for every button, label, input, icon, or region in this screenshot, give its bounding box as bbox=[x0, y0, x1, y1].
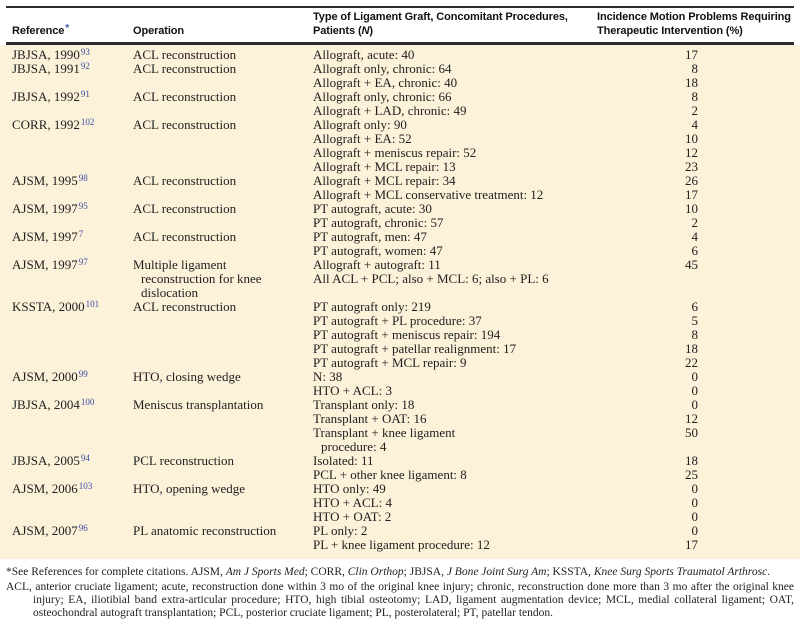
graft-text: Transplant + OAT: 16 bbox=[313, 410, 427, 426]
operation-line: Multiple ligament bbox=[133, 256, 227, 272]
citation-superscript: 92 bbox=[80, 60, 90, 71]
graft-entry bbox=[307, 90, 794, 104]
entries-cell bbox=[307, 118, 794, 174]
reference-cell bbox=[6, 370, 127, 398]
incidence-value: 12 bbox=[685, 410, 698, 426]
graft-entry bbox=[307, 272, 794, 286]
incidence-value: 0 bbox=[691, 494, 698, 510]
operation-line: ACL reconstruction bbox=[133, 116, 237, 132]
incidence-value: 10 bbox=[685, 200, 698, 216]
citation-superscript: 96 bbox=[78, 522, 88, 533]
patients-n-italic: N bbox=[361, 24, 370, 37]
graft-text: PT autograft + MCL repair: 9 bbox=[313, 354, 467, 370]
table-body bbox=[0, 45, 800, 559]
operation-cell bbox=[127, 174, 307, 202]
graft-text: Allograft + LAD, chronic: 49 bbox=[313, 102, 467, 118]
graft-text: PT autograft + PL procedure: 37 bbox=[313, 312, 482, 328]
graft-entry bbox=[307, 538, 794, 552]
incidence-value: 6 bbox=[691, 298, 698, 314]
reference-cell bbox=[6, 48, 127, 62]
operation-line: PCL reconstruction bbox=[133, 452, 234, 468]
graft-text: Allograft, acute: 40 bbox=[313, 46, 415, 62]
operation-cell bbox=[127, 482, 307, 524]
incidence-value: 8 bbox=[691, 60, 698, 76]
graft-entry bbox=[307, 48, 794, 62]
incidence-value: 4 bbox=[691, 116, 698, 132]
graft-entry bbox=[307, 62, 794, 76]
graft-entry bbox=[307, 482, 794, 496]
reference-cell bbox=[6, 454, 127, 482]
graft-text: PT autograft, men: 47 bbox=[313, 228, 427, 244]
operation-cell bbox=[127, 62, 307, 90]
operation-line: ACL reconstruction bbox=[133, 172, 237, 188]
operation-cell bbox=[127, 370, 307, 398]
footnote-citations bbox=[6, 566, 794, 579]
graft-entry bbox=[307, 440, 794, 454]
graft-text: PT autograft, women: 47 bbox=[313, 242, 443, 258]
entries-cell bbox=[307, 370, 794, 398]
graft-text: N: 38 bbox=[313, 368, 343, 384]
graft-entry bbox=[307, 524, 794, 538]
incidence-header-line2: Therapeutic Intervention (%) bbox=[597, 24, 743, 37]
table-row bbox=[0, 48, 800, 62]
graft-text: PT autograft, acute: 30 bbox=[313, 200, 432, 216]
table-header-row bbox=[0, 8, 800, 42]
entries-cell bbox=[307, 482, 794, 524]
graft-entry bbox=[307, 216, 794, 230]
incidence-value: 17 bbox=[685, 186, 698, 202]
citation-superscript: 103 bbox=[78, 480, 93, 491]
graft-text: Allograft + EA, chronic: 40 bbox=[313, 74, 458, 90]
citation-superscript: 98 bbox=[78, 172, 88, 183]
graft-entry bbox=[307, 384, 794, 398]
reference-cell bbox=[6, 202, 127, 230]
graft-entry bbox=[307, 496, 794, 510]
incidence-value: 17 bbox=[685, 536, 698, 552]
citation-superscript: 95 bbox=[78, 200, 88, 211]
graft-text: procedure: 4 bbox=[321, 438, 387, 454]
graft-text: Allograft + meniscus repair: 52 bbox=[313, 144, 477, 160]
footnote-abbreviations: ACL, anterior cruciate ligament; acute, reconstruction done within 3 mo of the original knee injury; chronic, reconstruction done more than 3 mo after the original knee injury; EA, iliotibial band extra-articular procedure; HTO, high tibial osteotomy; LAD, ligament augmentation device; MCL, medial collateral ligament; OAT, osteochondral autograft transplantation; PCL, posterior cruciate ligament; PL, posterolateral; PT, patellar tendon. bbox=[6, 580, 794, 620]
incidence-value: 0 bbox=[691, 522, 698, 538]
incidence-value: 5 bbox=[691, 312, 698, 328]
table-row bbox=[0, 118, 800, 174]
graft-text: Allograft + MCL repair: 34 bbox=[313, 172, 456, 188]
incidence-value: 2 bbox=[691, 214, 698, 230]
entries-cell bbox=[307, 174, 794, 202]
operation-cell bbox=[127, 300, 307, 370]
graft-entry bbox=[307, 510, 794, 524]
reference-footnote-marker: * bbox=[65, 22, 70, 34]
citation-superscript: 101 bbox=[85, 298, 100, 309]
graft-text: PT autograft + patellar realignment: 17 bbox=[313, 340, 517, 356]
reference-text: CORR, 1992 bbox=[12, 116, 80, 132]
column-header-operation: Operation bbox=[133, 24, 185, 37]
reference-cell bbox=[6, 118, 127, 174]
reference-cell bbox=[6, 482, 127, 524]
reference-text: JBJSA, 1990 bbox=[12, 46, 80, 62]
citation-superscript: 91 bbox=[80, 88, 90, 99]
incidence-value: 4 bbox=[691, 228, 698, 244]
entries-cell bbox=[307, 258, 794, 300]
graft-entry bbox=[307, 454, 794, 468]
graft-entry bbox=[307, 146, 794, 160]
column-header-incidence bbox=[591, 11, 794, 38]
footnote-text-segment: ; KSSTA, bbox=[546, 565, 594, 578]
reference-cell bbox=[6, 300, 127, 370]
incidence-value: 12 bbox=[685, 144, 698, 160]
graft-entry bbox=[307, 76, 794, 90]
operation-line: PL anatomic reconstruction bbox=[133, 522, 277, 538]
incidence-value: 0 bbox=[691, 480, 698, 496]
reference-text: AJSM, 1997 bbox=[12, 200, 78, 216]
operation-cell bbox=[127, 118, 307, 174]
table-row bbox=[0, 90, 800, 118]
graft-text: PT autograft only: 219 bbox=[313, 298, 431, 314]
reference-text: AJSM, 1995 bbox=[12, 172, 78, 188]
graft-text: PT autograft + meniscus repair: 194 bbox=[313, 326, 501, 342]
entries-cell bbox=[307, 398, 794, 454]
column-header-graft bbox=[307, 11, 591, 38]
table-row bbox=[0, 482, 800, 524]
entries-cell bbox=[307, 90, 794, 118]
patients-label: Patients ( bbox=[313, 24, 362, 37]
graft-text: PL only: 2 bbox=[313, 522, 368, 538]
graft-text: Allograft + MCL conservative treatment: 12 bbox=[313, 186, 544, 202]
footnote-text-segment: *See References for complete citations. AJSM, bbox=[6, 565, 226, 578]
entries-cell bbox=[307, 202, 794, 230]
graft-text: Transplant + knee ligament bbox=[313, 424, 456, 440]
table-row bbox=[0, 202, 800, 230]
reference-text: AJSM, 1997 bbox=[12, 256, 78, 272]
graft-text: HTO only: 49 bbox=[313, 480, 386, 496]
incidence-value: 26 bbox=[685, 172, 698, 188]
table-row bbox=[0, 258, 800, 300]
reference-cell bbox=[6, 258, 127, 300]
graft-entry bbox=[307, 104, 794, 118]
table-row bbox=[0, 230, 800, 258]
graft-entry bbox=[307, 342, 794, 356]
operation-cell bbox=[127, 398, 307, 454]
reference-text: JBJSA, 2005 bbox=[12, 452, 80, 468]
incidence-value: 22 bbox=[685, 354, 698, 370]
incidence-value: 50 bbox=[685, 424, 698, 440]
graft-header-line1: Type of Ligament Graft, Concomitant Procedures, bbox=[313, 11, 568, 23]
table-row bbox=[0, 62, 800, 90]
graft-entry bbox=[307, 426, 794, 440]
column-header-reference bbox=[6, 22, 127, 39]
operation-line: ACL reconstruction bbox=[133, 200, 237, 216]
graft-entry bbox=[307, 244, 794, 258]
incidence-value: 10 bbox=[685, 130, 698, 146]
table-row bbox=[0, 398, 800, 454]
incidence-value: 0 bbox=[691, 396, 698, 412]
reference-cell bbox=[6, 230, 127, 258]
graft-text: All ACL + PCL; also + MCL: 6; also + PL: 6 bbox=[313, 270, 549, 286]
reference-cell bbox=[6, 62, 127, 90]
operation-cell bbox=[127, 90, 307, 118]
table-row bbox=[0, 370, 800, 398]
graft-entry bbox=[307, 132, 794, 146]
journal-abbreviation-italic: J Bone Joint Surg Am bbox=[446, 565, 547, 578]
graft-text: Allograft + EA: 52 bbox=[313, 130, 412, 146]
graft-text: PCL + other knee ligament: 8 bbox=[313, 466, 467, 482]
reference-cell bbox=[6, 174, 127, 202]
table-row bbox=[0, 454, 800, 482]
citation-superscript: 97 bbox=[78, 256, 88, 267]
reference-text: AJSM, 2007 bbox=[12, 522, 78, 538]
graft-entry bbox=[307, 356, 794, 370]
graft-text: Allograft only, chronic: 66 bbox=[313, 88, 452, 104]
reference-text: AJSM, 1997 bbox=[12, 228, 78, 244]
reference-text: JBJSA, 2004 bbox=[12, 396, 80, 412]
patients-close-paren: ) bbox=[369, 24, 373, 37]
entries-cell bbox=[307, 454, 794, 482]
graft-entry bbox=[307, 370, 794, 384]
graft-text: PT autograft, chronic: 57 bbox=[313, 214, 444, 230]
graft-text: Allograft + autograft: 11 bbox=[313, 256, 441, 272]
incidence-value: 18 bbox=[685, 452, 698, 468]
graft-entry bbox=[307, 398, 794, 412]
operation-line: ACL reconstruction bbox=[133, 46, 237, 62]
reference-text: KSSTA, 2000 bbox=[12, 298, 85, 314]
reference-header-label: Reference bbox=[12, 24, 65, 37]
operation-line: ACL reconstruction bbox=[133, 298, 237, 314]
incidence-value: 6 bbox=[691, 242, 698, 258]
reference-cell bbox=[6, 90, 127, 118]
citation-superscript: 93 bbox=[80, 46, 90, 57]
incidence-value: 23 bbox=[685, 158, 698, 174]
footnote-text-segment: ; CORR, bbox=[304, 565, 348, 578]
incidence-value: 17 bbox=[685, 46, 698, 62]
entries-cell bbox=[307, 230, 794, 258]
graft-entry bbox=[307, 328, 794, 342]
graft-entry bbox=[307, 160, 794, 174]
entries-cell bbox=[307, 524, 794, 552]
incidence-value: 0 bbox=[691, 382, 698, 398]
journal-abbreviation-italic: Clin Orthop bbox=[347, 565, 404, 578]
graft-text: HTO + OAT: 2 bbox=[313, 508, 392, 524]
table-footnotes bbox=[0, 559, 800, 621]
incidence-value: 0 bbox=[691, 508, 698, 524]
graft-entry bbox=[307, 314, 794, 328]
incidence-value: 25 bbox=[685, 466, 698, 482]
operation-cell bbox=[127, 202, 307, 230]
operation-line: HTO, closing wedge bbox=[133, 368, 241, 384]
graft-text: Allograft + MCL repair: 13 bbox=[313, 158, 456, 174]
citation-superscript: 99 bbox=[78, 368, 88, 379]
table-row bbox=[0, 524, 800, 552]
incidence-value: 45 bbox=[685, 256, 698, 272]
citation-superscript: 94 bbox=[80, 452, 90, 463]
operation-line: HTO, opening wedge bbox=[133, 480, 246, 496]
graft-text: Transplant only: 18 bbox=[313, 396, 415, 412]
graft-header-line2 bbox=[313, 25, 591, 39]
operation-cell bbox=[127, 524, 307, 552]
incidence-value: 8 bbox=[691, 88, 698, 104]
citation-superscript: 100 bbox=[80, 396, 95, 407]
graft-text: HTO + ACL: 4 bbox=[313, 494, 392, 510]
operation-line: Meniscus transplantation bbox=[133, 396, 264, 412]
operation-line: ACL reconstruction bbox=[133, 60, 237, 76]
citation-superscript: 102 bbox=[80, 116, 95, 127]
reference-cell bbox=[6, 398, 127, 454]
graft-entry bbox=[307, 230, 794, 244]
journal-abbreviation-italic: Am J Sports Med bbox=[225, 565, 305, 578]
reference-text: JBJSA, 1992 bbox=[12, 88, 80, 104]
incidence-header-line1: Incidence Motion Problems Requiring bbox=[597, 11, 791, 23]
reference-text: AJSM, 2006 bbox=[12, 480, 78, 496]
operation-cell bbox=[127, 48, 307, 62]
incidence-value: 2 bbox=[691, 102, 698, 118]
graft-entry bbox=[307, 188, 794, 202]
incidence-value: 18 bbox=[685, 340, 698, 356]
operation-line: dislocation bbox=[141, 284, 199, 300]
incidence-value bbox=[591, 272, 698, 286]
footnote-text-segment: . bbox=[767, 565, 771, 578]
graft-entry bbox=[307, 468, 794, 482]
operation-cell bbox=[127, 454, 307, 482]
table-row bbox=[0, 300, 800, 370]
journal-abbreviation-italic: Knee Surg Sports Traumatol Arthrosc bbox=[593, 565, 768, 578]
graft-entry bbox=[307, 202, 794, 216]
graft-text: Isolated: 11 bbox=[313, 452, 374, 468]
graft-text: Allograft only: 90 bbox=[313, 116, 407, 132]
footnote-text-segment: ; JBJSA, bbox=[403, 565, 447, 578]
entries-cell bbox=[307, 300, 794, 370]
graft-entry bbox=[307, 118, 794, 132]
operation-line: ACL reconstruction bbox=[133, 88, 237, 104]
operation-cell bbox=[127, 230, 307, 258]
incidence-value: 8 bbox=[691, 326, 698, 342]
table-row bbox=[0, 174, 800, 202]
graft-entry bbox=[307, 258, 794, 272]
operation-line: ACL reconstruction bbox=[133, 228, 237, 244]
graft-entry bbox=[307, 174, 794, 188]
entries-cell bbox=[307, 48, 794, 62]
incidence-value: 0 bbox=[691, 368, 698, 384]
reference-text: JBJSA, 1991 bbox=[12, 60, 80, 76]
incidence-value bbox=[591, 440, 698, 454]
graft-text: Allograft only, chronic: 64 bbox=[313, 60, 452, 76]
reference-cell bbox=[6, 524, 127, 552]
reference-text: AJSM, 2000 bbox=[12, 368, 78, 384]
entries-cell bbox=[307, 62, 794, 90]
graft-text: PL + knee ligament procedure: 12 bbox=[313, 536, 490, 552]
graft-entry bbox=[307, 412, 794, 426]
graft-text: HTO + ACL: 3 bbox=[313, 382, 392, 398]
operation-line: reconstruction for knee bbox=[141, 270, 262, 286]
citation-superscript: 7 bbox=[78, 228, 84, 239]
operation-cell bbox=[127, 258, 307, 300]
graft-entry bbox=[307, 300, 794, 314]
incidence-value: 18 bbox=[685, 74, 698, 90]
